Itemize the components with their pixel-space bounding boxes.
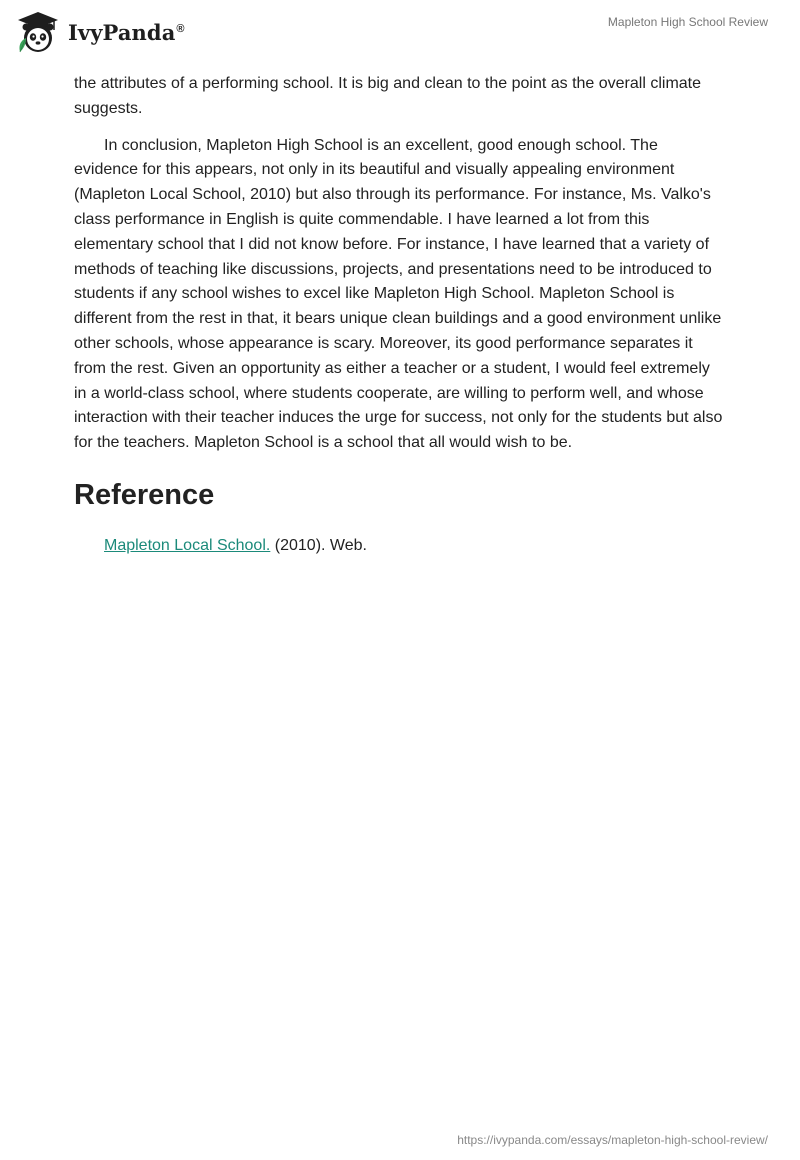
reference-details: (2010). Web. [270, 536, 367, 554]
footer-url: https://ivypanda.com/essays/mapleton-high-school-review/ [457, 1133, 768, 1147]
ivypanda-logo[interactable] [14, 8, 185, 56]
brand-name: IvyPanda® [68, 19, 185, 45]
registered-mark: ® [176, 22, 185, 35]
reference-heading: Reference [74, 478, 215, 511]
paragraph-continuation: the attributes of a performing school. It is big and clean to the point as the overall climate suggests. [74, 75, 702, 117]
essay-content [74, 72, 724, 558]
reference-entry [74, 534, 724, 558]
paragraph-conclusion: In conclusion, Mapleton High School is an excellent, good enough school. The evidence for this appears, not only in its beautiful and visually appealing environment (Mapleton Local School, 2010) but also through its performance. For instance, Ms. Valko's class performance in English is quite commendable. I have learned a lot from this elementary school that I did not know before. For instance, I have learned that a variety of methods of teaching like discussions, projects, and presentations need to be introduced to students if any school wishes to excel like Mapleton High School. Mapleton School is different from the rest in that, it bears unique clean buildings and a good environment unlike other schools, whose appearance is scary. Moreover, its good performance separates it from the rest. Given an opportunity as either a teacher or a student, I would feel extremely in a world-class school, where students cooperate, are willing to perform well, and whose interaction with their teacher induces the urge for success, not only for the students but also for the teachers. Mapleton School is a school that all would wish to be. [74, 136, 723, 452]
reference-link[interactable]: Mapleton Local School. [104, 536, 271, 554]
document-title: Mapleton High School Review [607, 15, 768, 29]
panda-graduate-icon [14, 8, 62, 56]
page-header [0, 0, 800, 62]
